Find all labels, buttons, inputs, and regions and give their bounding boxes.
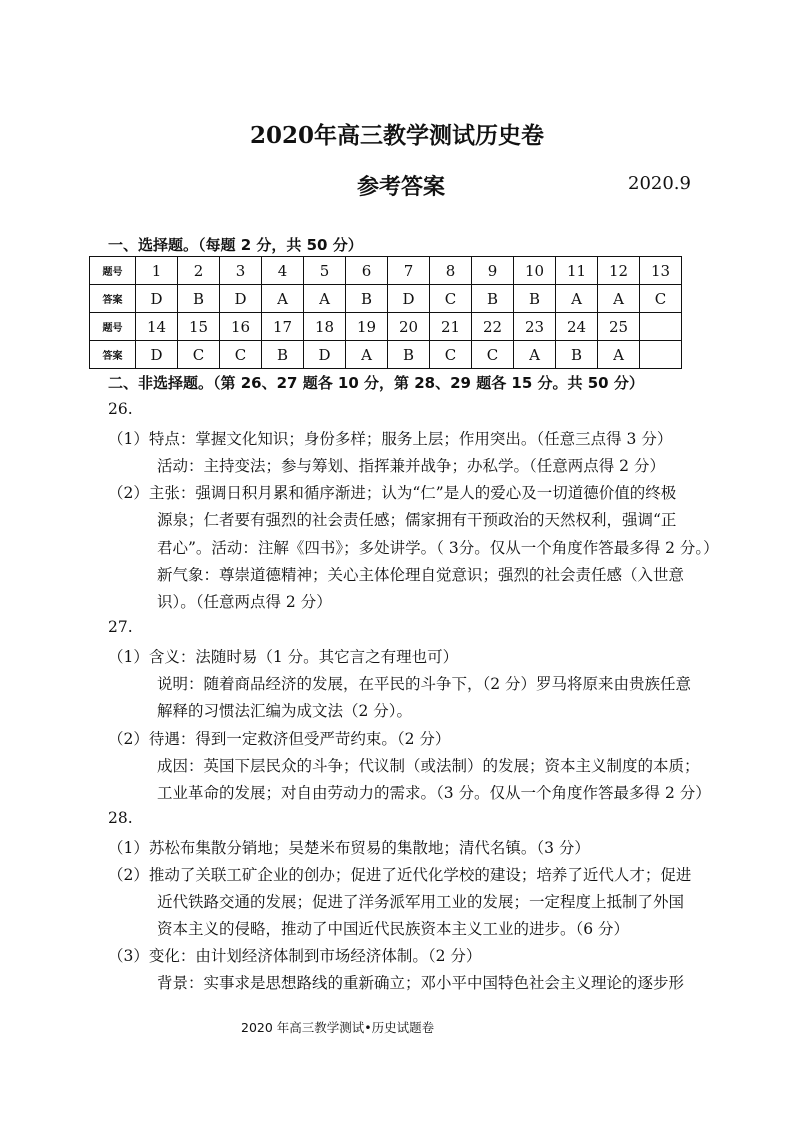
table-cell: 13 bbox=[640, 257, 682, 285]
answer-line: 解释的习惯法汇编为成文法（2 分）。 bbox=[157, 702, 413, 720]
table-cell: B bbox=[178, 285, 220, 313]
table-cell: 19 bbox=[346, 313, 388, 341]
section2-heading: 二、非选择题。（第 26、27 题各 10 分，第 28、29 题各 15 分。共 50 分） bbox=[108, 374, 644, 392]
table-cell: 8 bbox=[430, 257, 472, 285]
table-cell: C bbox=[472, 341, 514, 369]
table-cell bbox=[640, 341, 682, 369]
answer-line: 说明：随着商品经济的发展，在平民的斗争下，（2 分）罗马将原来由贵族任意 bbox=[157, 675, 692, 693]
row-label: 题号 bbox=[90, 313, 136, 341]
table-cell: C bbox=[430, 285, 472, 313]
page-footer: 2020 年高三教学测试•历史试题卷 bbox=[241, 1020, 435, 1035]
table-cell: B bbox=[514, 285, 556, 313]
answer-line: （1）含义：法随时易（1 分。其它言之有理也可） bbox=[108, 648, 459, 666]
table-cell: D bbox=[304, 341, 346, 369]
answer-line: （3）变化：由计划经济体制到市场经济体制。（2 分） bbox=[108, 947, 482, 965]
table-cell: C bbox=[640, 285, 682, 313]
row-label: 答案 bbox=[90, 341, 136, 369]
table-cell: B bbox=[346, 285, 388, 313]
table-cell: D bbox=[136, 341, 178, 369]
table-cell: 12 bbox=[598, 257, 640, 285]
answer-line: 新气象：尊崇道德精神；关心主体伦理自觉意识；强烈的社会责任感（入世意 bbox=[157, 566, 685, 584]
row-label: 答案 bbox=[90, 285, 136, 313]
table-cell: 11 bbox=[556, 257, 598, 285]
table-cell: D bbox=[136, 285, 178, 313]
answer-line: 成因：英国下层民众的斗争；代议制（或法制）的发展；资本主义制度的本质； bbox=[157, 757, 700, 775]
table-cell: 7 bbox=[388, 257, 430, 285]
page-subtitle: 参考答案 bbox=[357, 174, 446, 200]
table-cell: B bbox=[388, 341, 430, 369]
table-cell: 5 bbox=[304, 257, 346, 285]
answer-line: 近代铁路交通的发展；促进了洋务派军用工业的发展；一定程度上抵制了外国 bbox=[157, 893, 685, 911]
answer-line: （1）苏松布集散分销地；吴楚米布贸易的集散地；清代名镇。（3 分） bbox=[108, 839, 590, 857]
table-cell: 2 bbox=[178, 257, 220, 285]
table-cell: 24 bbox=[556, 313, 598, 341]
table-cell: 18 bbox=[304, 313, 346, 341]
exam-date: 2020.9 bbox=[628, 173, 691, 194]
table-cell: A bbox=[598, 341, 640, 369]
table-cell: 10 bbox=[514, 257, 556, 285]
table-cell: 16 bbox=[220, 313, 262, 341]
table-cell: 21 bbox=[430, 313, 472, 341]
table-row bbox=[90, 257, 682, 285]
question-26-number: 26. bbox=[108, 400, 133, 418]
answer-line: （2）主张：强调日积月累和循序渐进；认为“仁”是人的爱心及一切道德价值的终极 bbox=[108, 484, 677, 502]
table-row bbox=[90, 341, 682, 369]
table-cell: 9 bbox=[472, 257, 514, 285]
table-cell: 17 bbox=[262, 313, 304, 341]
table-cell: A bbox=[304, 285, 346, 313]
answer-line: 工业革命的发展；对自由劳动力的需求。（3 分。仅从一个角度作答最多得 2 分） bbox=[157, 784, 711, 802]
table-cell: 3 bbox=[220, 257, 262, 285]
table-row bbox=[90, 313, 682, 341]
table-cell bbox=[640, 313, 682, 341]
answer-line: （2）待遇：得到一定救济但受严苛约束。（2 分） bbox=[108, 730, 451, 748]
table-cell: B bbox=[472, 285, 514, 313]
table-cell: A bbox=[262, 285, 304, 313]
table-cell: 22 bbox=[472, 313, 514, 341]
table-cell: B bbox=[556, 341, 598, 369]
question-27-number: 27. bbox=[108, 618, 133, 636]
table-row bbox=[90, 285, 682, 313]
answer-line: 君心”。活动：注解《四书》；多处讲学。（ 3分。仅从一个角度作答最多得 2 分。） bbox=[157, 539, 719, 557]
table-cell: 20 bbox=[388, 313, 430, 341]
answer-line: 源泉；仁者要有强烈的社会责任感；儒家拥有干预政治的天然权利，强调“正 bbox=[157, 511, 677, 529]
page-title: 2020年高三教学测试历史卷 bbox=[249, 122, 544, 149]
answer-line: 背景：实事求是思想路线的重新确立；邓小平中国特色社会主义理论的逐步形 bbox=[157, 974, 685, 992]
table-cell: C bbox=[430, 341, 472, 369]
answer-line: 活动：主持变法；参与筹划、指挥兼并战争；办私学。（任意两点得 2 分） bbox=[157, 457, 665, 475]
table-cell: D bbox=[220, 285, 262, 313]
table-cell: 6 bbox=[346, 257, 388, 285]
answer-line: （1）特点：掌握文化知识；身份多样；服务上层；作用突出。（任意三点得 3 分） bbox=[108, 430, 673, 448]
answer-line: 资本主义的侵略，推动了中国近代民族资本主义工业的进步。（6 分） bbox=[157, 920, 630, 938]
table-cell: 1 bbox=[136, 257, 178, 285]
table-cell: A bbox=[514, 341, 556, 369]
table-cell: C bbox=[178, 341, 220, 369]
section1-heading: 一、选择题。（每题 2 分，共 50 分） bbox=[108, 236, 363, 254]
table-cell: A bbox=[556, 285, 598, 313]
table-cell: 23 bbox=[514, 313, 556, 341]
row-label: 题号 bbox=[90, 257, 136, 285]
table-cell: D bbox=[388, 285, 430, 313]
table-cell: B bbox=[262, 341, 304, 369]
answer-line: （2）推动了关联工矿企业的创办；促进了近代化学校的建设；培养了近代人才；促进 bbox=[108, 866, 692, 884]
table-cell: 14 bbox=[136, 313, 178, 341]
table-cell: 4 bbox=[262, 257, 304, 285]
table-cell: C bbox=[220, 341, 262, 369]
table-cell: 15 bbox=[178, 313, 220, 341]
answer-line: 识）。（任意两点得 2 分） bbox=[157, 593, 332, 611]
answer-table bbox=[89, 256, 682, 369]
table-cell: A bbox=[346, 341, 388, 369]
table-cell: 25 bbox=[598, 313, 640, 341]
question-28-number: 28. bbox=[108, 809, 133, 827]
table-cell: A bbox=[598, 285, 640, 313]
